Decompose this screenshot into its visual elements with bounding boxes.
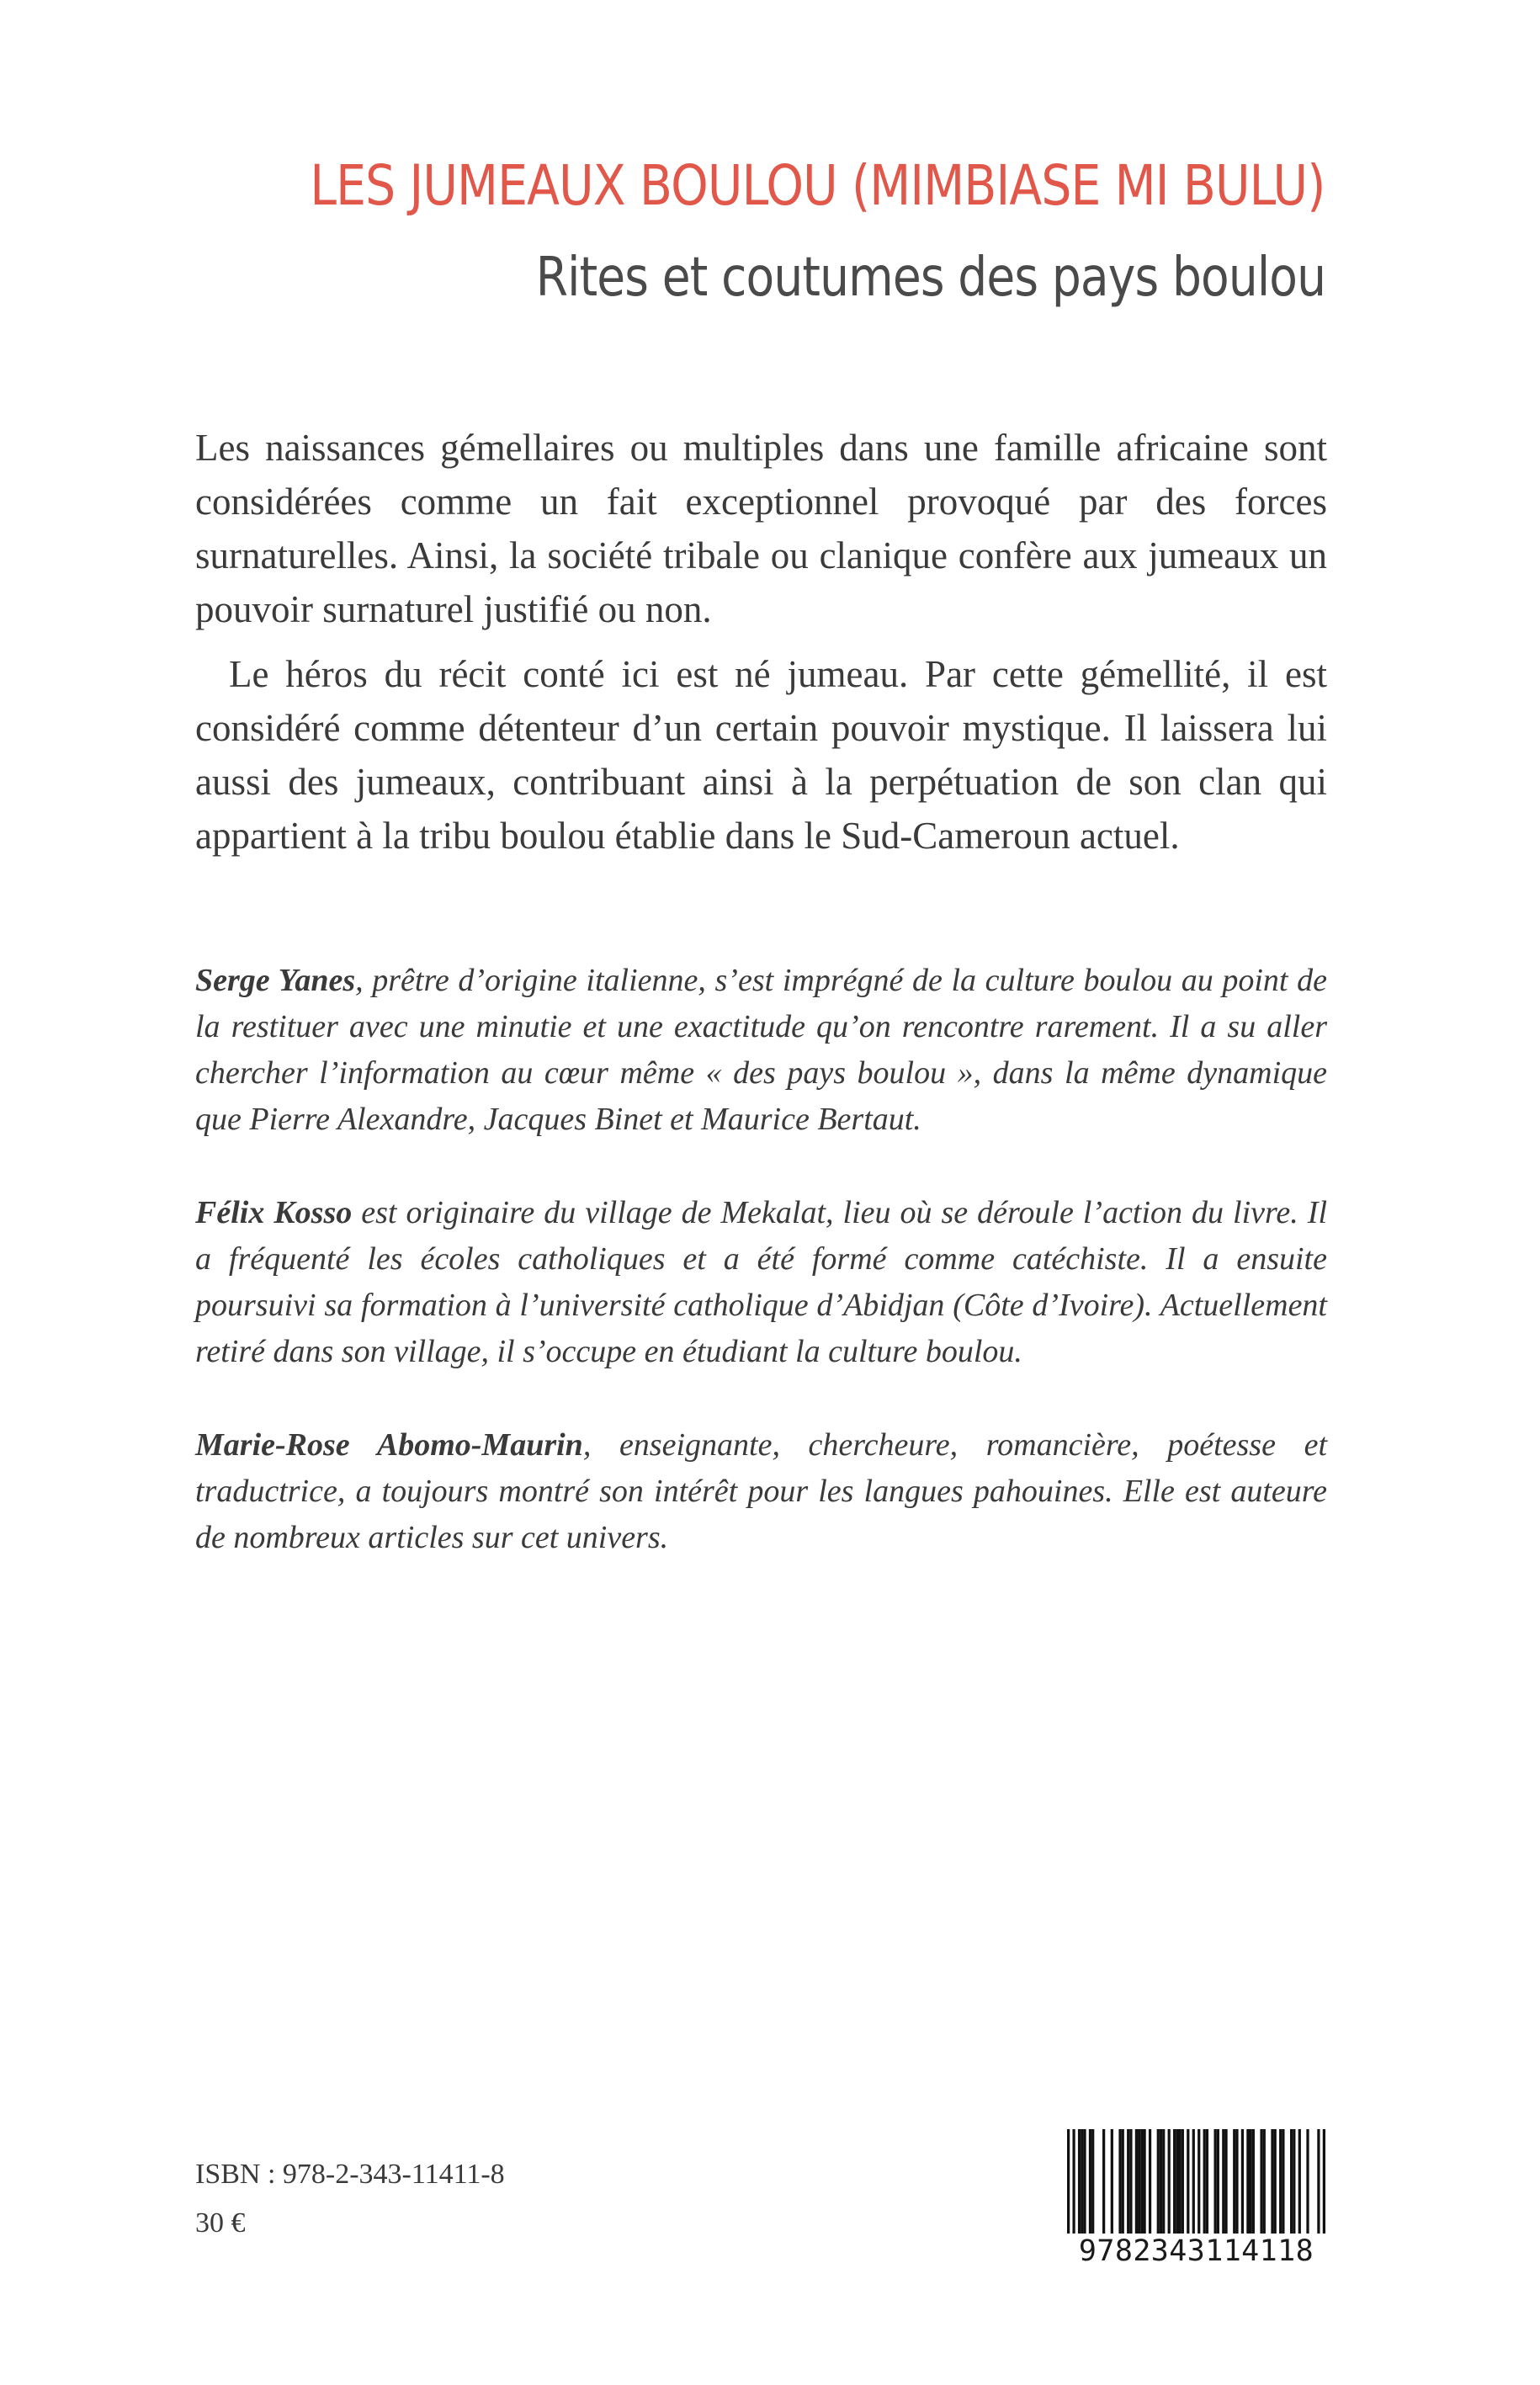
barcode-bar xyxy=(1118,2129,1121,2234)
barcode-bar xyxy=(1173,2129,1176,2234)
author-name: Marie-Rose Abomo-Maurin xyxy=(195,1427,583,1463)
barcode-bar xyxy=(1271,2129,1273,2234)
barcode-bar xyxy=(1160,2129,1162,2234)
barcode-bar xyxy=(1138,2129,1140,2234)
barcode-bar xyxy=(1203,2129,1206,2234)
barcode-bar xyxy=(1197,2129,1200,2234)
author-name: Félix Kosso xyxy=(195,1195,353,1230)
barcode-bar xyxy=(1091,2129,1094,2234)
isbn-label: ISBN : 978-2-343-11411-8 xyxy=(195,2159,505,2190)
barcode xyxy=(1063,2129,1330,2267)
barcode-bar xyxy=(1178,2129,1181,2234)
barcode-bar xyxy=(1122,2129,1124,2234)
barcode-bar xyxy=(1067,2129,1070,2234)
barcode-bar xyxy=(1129,2129,1132,2234)
book-title: LES JUMEAUX BOULOU (MIMBIASE MI BULU) xyxy=(310,153,1325,218)
barcode-bar xyxy=(1206,2129,1208,2234)
barcode-bar xyxy=(1323,2129,1325,2234)
barcode-bar xyxy=(1317,2129,1320,2234)
author-bios xyxy=(195,958,1327,1561)
barcode-bar xyxy=(1217,2129,1219,2234)
barcode-bar xyxy=(1078,2129,1081,2234)
summary-paragraph-2: Le héros du récit conté ici est né jumeau. Par cette gémellité, il est considéré comme détenteur d’un certain pouvoir mystique. Il laissera lui aussi des jumeaux, contribuant ainsi à la perpétuation de son clan qui appartient à la tribu boulou établie dans le Sud-Cameroun actuel. xyxy=(195,653,1327,857)
barcode-bar xyxy=(1072,2129,1075,2234)
barcode-bar xyxy=(1233,2129,1235,2234)
barcode-bar xyxy=(1102,2129,1105,2234)
barcode-bar xyxy=(1290,2129,1293,2234)
barcode-bar xyxy=(1135,2129,1138,2234)
author-bio-text: est originaire du village de Mekalat, lieu où se déroule l’action du livre. Il a fréquenté les écoles catholiques et a été formé comme catéchiste. Il a ensuite poursuivi sa formation à l’université catholique d’Abidjan (Côte d’Ivoire). Actuellement retiré dans son village, il s’occupe en étudiant la culture boulou. xyxy=(195,1195,1328,1369)
barcode-bar xyxy=(1246,2129,1249,2234)
barcode-bar xyxy=(1143,2129,1145,2234)
barcode-bar xyxy=(1222,2129,1224,2234)
author-name: Serge Yanes xyxy=(195,963,356,998)
barcode-bar xyxy=(1140,2129,1143,2234)
barcode-digits: 9782343114118 xyxy=(1078,2234,1314,2268)
barcode-bar xyxy=(1089,2129,1091,2234)
barcode-bar xyxy=(1252,2129,1255,2234)
barcode-bar xyxy=(1274,2129,1277,2234)
author-bio-text: , enseignante, chercheure, romancière, poétesse et traductrice, a toujours montré son intérêt pour les langues pahouines. Elle est auteure de nombreux articles sur cet univers. xyxy=(195,1427,1328,1555)
author-bio-text: , prêtre d’origine italienne, s’est imprégné de la culture boulou au point de la restituer avec une minutie et une exactitude qu’on rencontre rarement. Il a su aller chercher l’information au cœur même « des pays boulou », dans la même dynamique que Pierre Alexandre, Jacques Binet et Maurice Bertaut. xyxy=(195,963,1327,1137)
barcode-bar xyxy=(1083,2129,1086,2234)
barcode-bar xyxy=(1157,2129,1160,2234)
book-subtitle: Rites et coutumes des pays boulou xyxy=(535,247,1325,309)
barcode-bar xyxy=(1241,2129,1244,2234)
barcode-bar xyxy=(1263,2129,1266,2234)
barcode-bar xyxy=(1260,2129,1262,2234)
barcode-bar xyxy=(1111,2129,1113,2234)
barcode-bar xyxy=(1224,2129,1227,2234)
barcode-bar xyxy=(1176,2129,1178,2234)
barcode-bars xyxy=(1067,2129,1325,2234)
barcode-bar xyxy=(1127,2129,1129,2234)
barcode-bar xyxy=(1162,2129,1165,2234)
summary-paragraph-1: Les naissances gémellaires ou multiples dans une famille africaine sont considérées comme un fait exceptionnel provoqué par des forces surnaturelles. Ainsi, la société tribale ou clanique confère aux jumeaux un pouvoir surnaturel justifié ou non. xyxy=(195,427,1327,630)
barcode-bar xyxy=(1298,2129,1301,2234)
barcode-bar xyxy=(1081,2129,1083,2234)
author-bio-serge-yanes xyxy=(195,958,1327,1143)
barcode-bar xyxy=(1192,2129,1195,2234)
author-bio-felix-kosso xyxy=(195,1190,1327,1375)
barcode-bar xyxy=(1306,2129,1309,2234)
barcode-bar xyxy=(1293,2129,1295,2234)
barcode-bar xyxy=(1168,2129,1171,2234)
barcode-bar xyxy=(1182,2129,1184,2234)
barcode-bar xyxy=(1214,2129,1217,2234)
author-bio-marie-rose-abomo-maurin xyxy=(195,1422,1327,1561)
barcode-bar xyxy=(1282,2129,1284,2234)
summary-text xyxy=(195,421,1327,863)
barcode-bar xyxy=(1250,2129,1252,2234)
barcode-bar xyxy=(1279,2129,1282,2234)
barcode-bar xyxy=(1149,2129,1151,2234)
price-label: 30 € xyxy=(195,2207,246,2239)
barcode-bar xyxy=(1187,2129,1189,2234)
barcode-bar xyxy=(1235,2129,1238,2234)
